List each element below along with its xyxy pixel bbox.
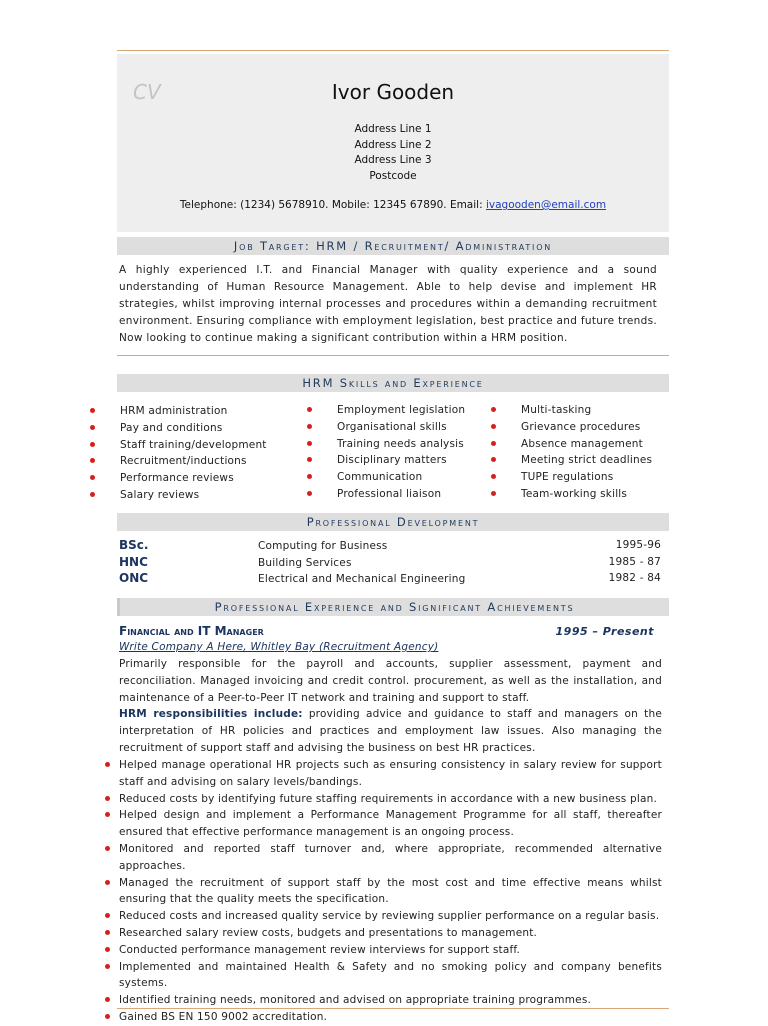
candidate-name: Ivor Gooden [331, 80, 455, 104]
phone-numbers: Telephone: (1234) 5678910. Mobile: 12345 67890. Email: [179, 199, 486, 211]
job-description: Primarily responsible for the payroll and accounts, supplier assessment, payment and reconciliation. Managed invoicing and credit control. procurement, as well as the installation, and maintenance of a Peer-to-Peer IT network and training and support to staff. [119, 658, 662, 704]
bottom-rule [117, 1008, 669, 1009]
list-item: Implemented and maintained Health & Safety and no smoking policy and company benefits systems. [119, 959, 662, 993]
list-item: Researched salary review costs, budgets and presentations to management. [119, 925, 662, 942]
list-item: Conducted performance management review interviews for support staff. [119, 942, 662, 959]
list-item: Gained BS EN 150 9002 accreditation. [119, 1009, 662, 1026]
list-item: Salary reviews [104, 487, 267, 504]
list-item: Organisational skills [321, 419, 465, 436]
list-item: Professional liaison [321, 486, 465, 503]
list-item: Pay and conditions [104, 420, 267, 437]
address-block [117, 122, 669, 184]
years: 1985 - 87 [608, 556, 661, 568]
skills-list-1 [104, 403, 267, 504]
years: 1982 - 84 [608, 572, 661, 584]
table-row [119, 572, 661, 589]
cv-header [117, 54, 669, 232]
skills-heading: HRM Skills and Experience [117, 374, 669, 392]
list-item: Staff training/development [104, 437, 267, 454]
list-item: HRM administration [104, 403, 267, 420]
achievements-list [119, 757, 662, 1026]
list-item: Reduced costs and increased quality service by reviewing supplier performance on a regular basis. [119, 908, 662, 925]
development-heading: Professional Development [117, 513, 669, 531]
company-name: Write Company A Here, Whitley Bay (Recruitment Agency) [119, 641, 439, 653]
list-item: Communication [321, 469, 465, 486]
postcode: Postcode [369, 169, 417, 182]
section-rule [117, 355, 669, 356]
course: Building Services [258, 557, 352, 569]
list-item: Helped manage operational HR projects such as ensuring consistency in salary review for support staff and advising on salary levels/bandings. [119, 757, 662, 791]
address-line-1: Address Line 1 [354, 123, 432, 135]
skills-list-2 [321, 402, 465, 503]
list-item: TUPE regulations [505, 469, 652, 486]
list-item: Managed the recruitment of support staff by the most cost and time effective means whilst ensuring that the quality meets the specification. [119, 875, 662, 909]
list-item: Identified training needs, monitored and advised on appropriate training programmes. [119, 992, 662, 1009]
qualification: ONC [119, 571, 149, 585]
email-link[interactable]: ivagooden@email.com [485, 199, 607, 211]
contact-line [117, 199, 669, 211]
list-item: Reduced costs by identifying future staffing requirements in accordance with a new business plan. [119, 791, 662, 808]
qualification: HNC [119, 555, 148, 569]
address-line-3: Address Line 3 [354, 154, 432, 166]
list-item: Employment legislation [321, 402, 465, 419]
list-item: Absence management [505, 436, 652, 453]
job-target-heading: Job Target: HRM / Recruitment/ Administration [117, 237, 669, 255]
job-target-summary: A highly experienced I.T. and Financial Manager with quality experience and a sound understanding of Human Resource Management. Able to help devise and implement HR strategies, whilst improving internal processes and procedures within a demanding recruitment environment. Ensuring compliance with employment legislation, best practice and future trends. Now looking to continue making a significant contribution within a HRM position. [119, 264, 657, 344]
cv-watermark: CV [133, 80, 161, 104]
list-item: Multi-tasking [505, 402, 652, 419]
job-dates: 1995 – Present [555, 625, 654, 638]
table-row [119, 556, 661, 573]
list-item: Meeting strict deadlines [505, 452, 652, 469]
table-row [119, 539, 661, 556]
hrm-text: providing advice and guidance to staff and managers on the interpretation of HR policies and practices and employment law issues. Also managing the recruitment of support staff and advising the business on best HR practices. [119, 708, 662, 754]
hrm-responsibilities [119, 706, 662, 756]
job-title: Financial and IT Manager [119, 624, 264, 638]
years: 1995-96 [615, 539, 661, 551]
address-line-2: Address Line 2 [354, 138, 432, 151]
top-rule [117, 50, 669, 51]
experience-heading: Professional Experience and Significant Achievements [117, 598, 669, 616]
qualification: BSc. [119, 538, 149, 552]
skills-list-3 [505, 402, 652, 503]
hrm-label: HRM responsibilities include: [119, 708, 303, 720]
list-item: Training needs analysis [321, 436, 465, 453]
list-item: Team-working skills [505, 486, 652, 503]
list-item: Performance reviews [104, 470, 267, 487]
list-item: Monitored and reported staff turnover and, where appropriate, recommended alternative approaches. [119, 841, 662, 875]
list-item: Grievance procedures [505, 419, 652, 436]
course: Computing for Business [258, 540, 388, 552]
list-item: Recruitment/inductions [104, 453, 267, 470]
course: Electrical and Mechanical Engineering [258, 573, 466, 585]
list-item: Helped design and implement a Performance Management Programme for all staff, thereafter ensured that effective performance management is an ongoing process. [119, 807, 662, 841]
list-item: Disciplinary matters [321, 452, 465, 469]
